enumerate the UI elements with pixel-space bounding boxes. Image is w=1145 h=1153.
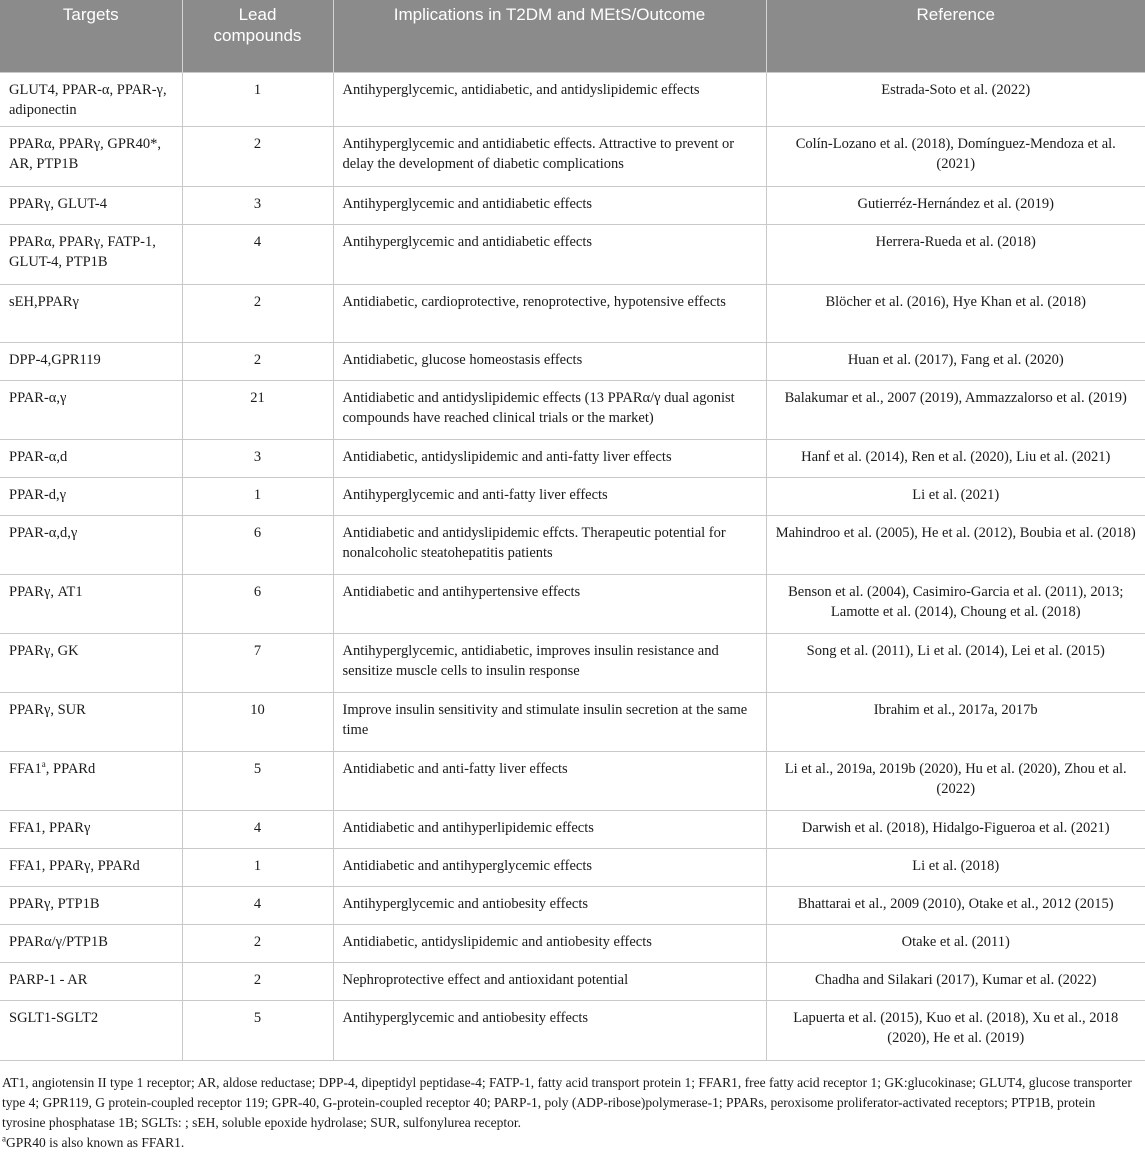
cell-reference: Huan et al. (2017), Fang et al. (2020): [766, 343, 1145, 381]
cell-targets: [0, 225, 182, 285]
table-row: [0, 127, 1145, 187]
cell-reference: Otake et al. (2011): [766, 925, 1145, 963]
cell-reference: Colín-Lozano et al. (2018), Domínguez-Mendoza et al. (2021): [766, 127, 1145, 187]
targets-text: FFA1, PPARγ: [9, 820, 91, 836]
cell-implications: Antidiabetic and antidyslipidemic effects (13 PPARα/γ dual agonist compounds have reached clinical trials or the market): [333, 381, 766, 440]
table-row: [0, 225, 1145, 285]
cell-targets: [0, 575, 182, 634]
header-targets: Targets: [0, 0, 182, 73]
table-row: [0, 925, 1145, 963]
cell-implications: Antidiabetic and antihyperglycemic effects: [333, 849, 766, 887]
cell-targets: [0, 381, 182, 440]
cell-targets: [0, 440, 182, 478]
cell-lead-compounds: 2: [182, 963, 333, 1001]
cell-reference: Mahindroo et al. (2005), He et al. (2012), Boubia et al. (2018): [766, 516, 1145, 575]
cell-lead-compounds: 7: [182, 634, 333, 693]
cell-targets: [0, 127, 182, 187]
table-row: [0, 634, 1145, 693]
cell-lead-compounds: 1: [182, 849, 333, 887]
cell-targets: [0, 887, 182, 925]
cell-implications: Antidiabetic and antihyperlipidemic effects: [333, 811, 766, 849]
cell-implications: Antihyperglycemic, antidiabetic, improves insulin resistance and sensitize muscle cells to insulin response: [333, 634, 766, 693]
cell-lead-compounds: 2: [182, 925, 333, 963]
targets-text: PPARγ, GK: [9, 643, 79, 659]
table-row: [0, 516, 1145, 575]
targets-text: PPAR-α,d,γ: [9, 525, 78, 541]
cell-lead-compounds: 6: [182, 575, 333, 634]
cell-targets: [0, 752, 182, 811]
abbreviations-note: AT1, angiotensin II type 1 receptor; AR, aldose reductase; DPP-4, dipeptidyl peptidase-4; FATP-1, fatty acid transport protein 1; FFAR1, free fatty acid receptor 1; GK:glucokinase; GLUT4, glucose transporter type 4; GPR119, G protein-coupled receptor 119; GPR-40, G-protein-coupled receptor 40; PARP-1, poly (ADP-ribose)polymerase-1; PPARs, peroxisome proliferator-activated receptors; PTP1B, protein tyrosine phosphatase 1B; SGLTs: ; sEH, soluble epoxide hydrolase; SUR, sulfonylurea receptor.: [2, 1075, 1132, 1130]
header-reference: Reference: [766, 0, 1145, 73]
cell-lead-compounds: 2: [182, 343, 333, 381]
cell-targets: [0, 187, 182, 225]
footnote-text: GPR40 is also known as FFAR1.: [6, 1135, 185, 1150]
cell-targets: [0, 693, 182, 752]
cell-implications: Antidiabetic and antidyslipidemic effcts. Therapeutic potential for nonalcoholic steatohepatitis patients: [333, 516, 766, 575]
table-footnotes: [2, 1073, 1142, 1153]
cell-implications: Antihyperglycemic and antidiabetic effects: [333, 225, 766, 285]
cell-targets: [0, 634, 182, 693]
cell-implications: Nephroprotective effect and antioxidant potential: [333, 963, 766, 1001]
cell-implications: Antihyperglycemic and antidiabetic effects. Attractive to prevent or delay the development of diabetic complications: [333, 127, 766, 187]
targets-text: PPARγ, AT1: [9, 584, 83, 600]
header-lead-compounds: Lead compounds: [182, 0, 333, 73]
targets-text: PPARα, PPARγ, GPR40*, AR, PTP1B: [9, 136, 161, 172]
targets-text: PPAR-d,γ: [9, 487, 67, 503]
cell-implications: Antihyperglycemic and antiobesity effects: [333, 1001, 766, 1061]
cell-targets: [0, 285, 182, 343]
targets-text: PPARα, PPARγ, FATP-1, GLUT-4, PTP1B: [9, 234, 156, 270]
table-row: [0, 693, 1145, 752]
cell-targets: [0, 963, 182, 1001]
targets-text: PPARγ, SUR: [9, 702, 86, 718]
targets-text: PPARγ, GLUT-4: [9, 196, 108, 212]
cell-lead-compounds: 3: [182, 440, 333, 478]
cell-reference: Hanf et al. (2014), Ren et al. (2020), Liu et al. (2021): [766, 440, 1145, 478]
table-row: [0, 73, 1145, 127]
cell-implications: Antihyperglycemic and antiobesity effects: [333, 887, 766, 925]
cell-targets: [0, 811, 182, 849]
gpr40-note: [2, 1133, 1142, 1153]
table-row: [0, 478, 1145, 516]
table-header: [0, 0, 1145, 73]
cell-lead-compounds: 3: [182, 187, 333, 225]
targets-text: DPP-4,GPR119: [9, 352, 101, 368]
cell-targets: [0, 1001, 182, 1061]
targets-text: FFA1, PPARγ, PPARd: [9, 858, 140, 874]
cell-reference: Ibrahim et al., 2017a, 2017b: [766, 693, 1145, 752]
targets-text: GLUT4, PPAR-α, PPAR-γ, adiponectin: [9, 82, 167, 118]
cell-reference: Bhattarai et al., 2009 (2010), Otake et al., 2012 (2015): [766, 887, 1145, 925]
footnote-marker: a: [2, 1133, 6, 1144]
cell-targets: [0, 849, 182, 887]
table-row: [0, 575, 1145, 634]
cell-reference: Li et al., 2019a, 2019b (2020), Hu et al. (2020), Zhou et al. (2022): [766, 752, 1145, 811]
targets-text: PPARα/γ/PTP1B: [9, 934, 108, 950]
cell-reference: Chadha and Silakari (2017), Kumar et al. (2022): [766, 963, 1145, 1001]
targets-text: PARP-1 - AR: [9, 972, 88, 988]
table-row: [0, 187, 1145, 225]
cell-reference: Gutierréz-Hernández et al. (2019): [766, 187, 1145, 225]
cell-reference: Li et al. (2021): [766, 478, 1145, 516]
cell-reference: Benson et al. (2004), Casimiro-Garcia et al. (2011), 2013; Lamotte et al. (2014), Choung et al. (2018): [766, 575, 1145, 634]
table-body: [0, 73, 1145, 1061]
cell-lead-compounds: 4: [182, 811, 333, 849]
cell-implications: Antidiabetic and anti-fatty liver effects: [333, 752, 766, 811]
table-row: [0, 1001, 1145, 1061]
table-row: [0, 752, 1145, 811]
cell-lead-compounds: 2: [182, 127, 333, 187]
cell-implications: Antidiabetic, antidyslipidemic and anti-fatty liver effects: [333, 440, 766, 478]
cell-lead-compounds: 6: [182, 516, 333, 575]
cell-lead-compounds: 10: [182, 693, 333, 752]
cell-lead-compounds: 5: [182, 1001, 333, 1061]
cell-lead-compounds: 21: [182, 381, 333, 440]
cell-reference: Blöcher et al. (2016), Hye Khan et al. (2018): [766, 285, 1145, 343]
table-row: [0, 963, 1145, 1001]
cell-lead-compounds: 5: [182, 752, 333, 811]
cell-lead-compounds: 4: [182, 225, 333, 285]
cell-lead-compounds: 2: [182, 285, 333, 343]
cell-lead-compounds: 4: [182, 887, 333, 925]
cell-reference: Darwish et al. (2018), Hidalgo-Figueroa et al. (2021): [766, 811, 1145, 849]
cell-implications: Antidiabetic, glucose homeostasis effects: [333, 343, 766, 381]
cell-lead-compounds: 1: [182, 478, 333, 516]
targets-text: FFA1: [9, 761, 42, 777]
table-row: [0, 887, 1145, 925]
targets-text-rest: , PPARd: [45, 761, 96, 777]
table-row: [0, 811, 1145, 849]
cell-reference: Balakumar et al., 2007 (2019), Ammazzalorso et al. (2019): [766, 381, 1145, 440]
table-row: [0, 343, 1145, 381]
cell-implications: Improve insulin sensitivity and stimulate insulin secretion at the same time: [333, 693, 766, 752]
table-row: [0, 381, 1145, 440]
cell-targets: [0, 73, 182, 127]
targets-text: SGLT1-SGLT2: [9, 1010, 99, 1026]
cell-reference: Herrera-Rueda et al. (2018): [766, 225, 1145, 285]
cell-implications: Antidiabetic, cardioprotective, renoprotective, hypotensive effects: [333, 285, 766, 343]
cell-implications: Antihyperglycemic and antidiabetic effects: [333, 187, 766, 225]
table-row: [0, 285, 1145, 343]
cell-implications: Antidiabetic, antidyslipidemic and antiobesity effects: [333, 925, 766, 963]
cell-implications: Antihyperglycemic and anti-fatty liver effects: [333, 478, 766, 516]
header-row: [0, 0, 1145, 73]
cell-targets: [0, 478, 182, 516]
targets-text: PPAR-α,d: [9, 449, 68, 465]
cell-reference: Lapuerta et al. (2015), Kuo et al. (2018), Xu et al., 2018 (2020), He et al. (2019): [766, 1001, 1145, 1061]
cell-lead-compounds: 1: [182, 73, 333, 127]
cell-reference: Li et al. (2018): [766, 849, 1145, 887]
targets-text: sEH,PPARγ: [9, 294, 79, 310]
cell-implications: Antidiabetic and antihypertensive effects: [333, 575, 766, 634]
table-row: [0, 849, 1145, 887]
cell-targets: [0, 925, 182, 963]
cell-reference: Song et al. (2011), Li et al. (2014), Lei et al. (2015): [766, 634, 1145, 693]
targets-text: PPAR-α,γ: [9, 390, 67, 406]
targets-text: PPARγ, PTP1B: [9, 896, 100, 912]
cell-implications: Antihyperglycemic, antidiabetic, and antidyslipidemic effects: [333, 73, 766, 127]
table-row: [0, 440, 1145, 478]
cell-targets: [0, 516, 182, 575]
targets-footnote-marker: a: [41, 759, 46, 770]
cell-reference: Estrada-Soto et al. (2022): [766, 73, 1145, 127]
cell-targets: [0, 343, 182, 381]
header-implications: Implications in T2DM and MEtS/Outcome: [333, 0, 766, 73]
